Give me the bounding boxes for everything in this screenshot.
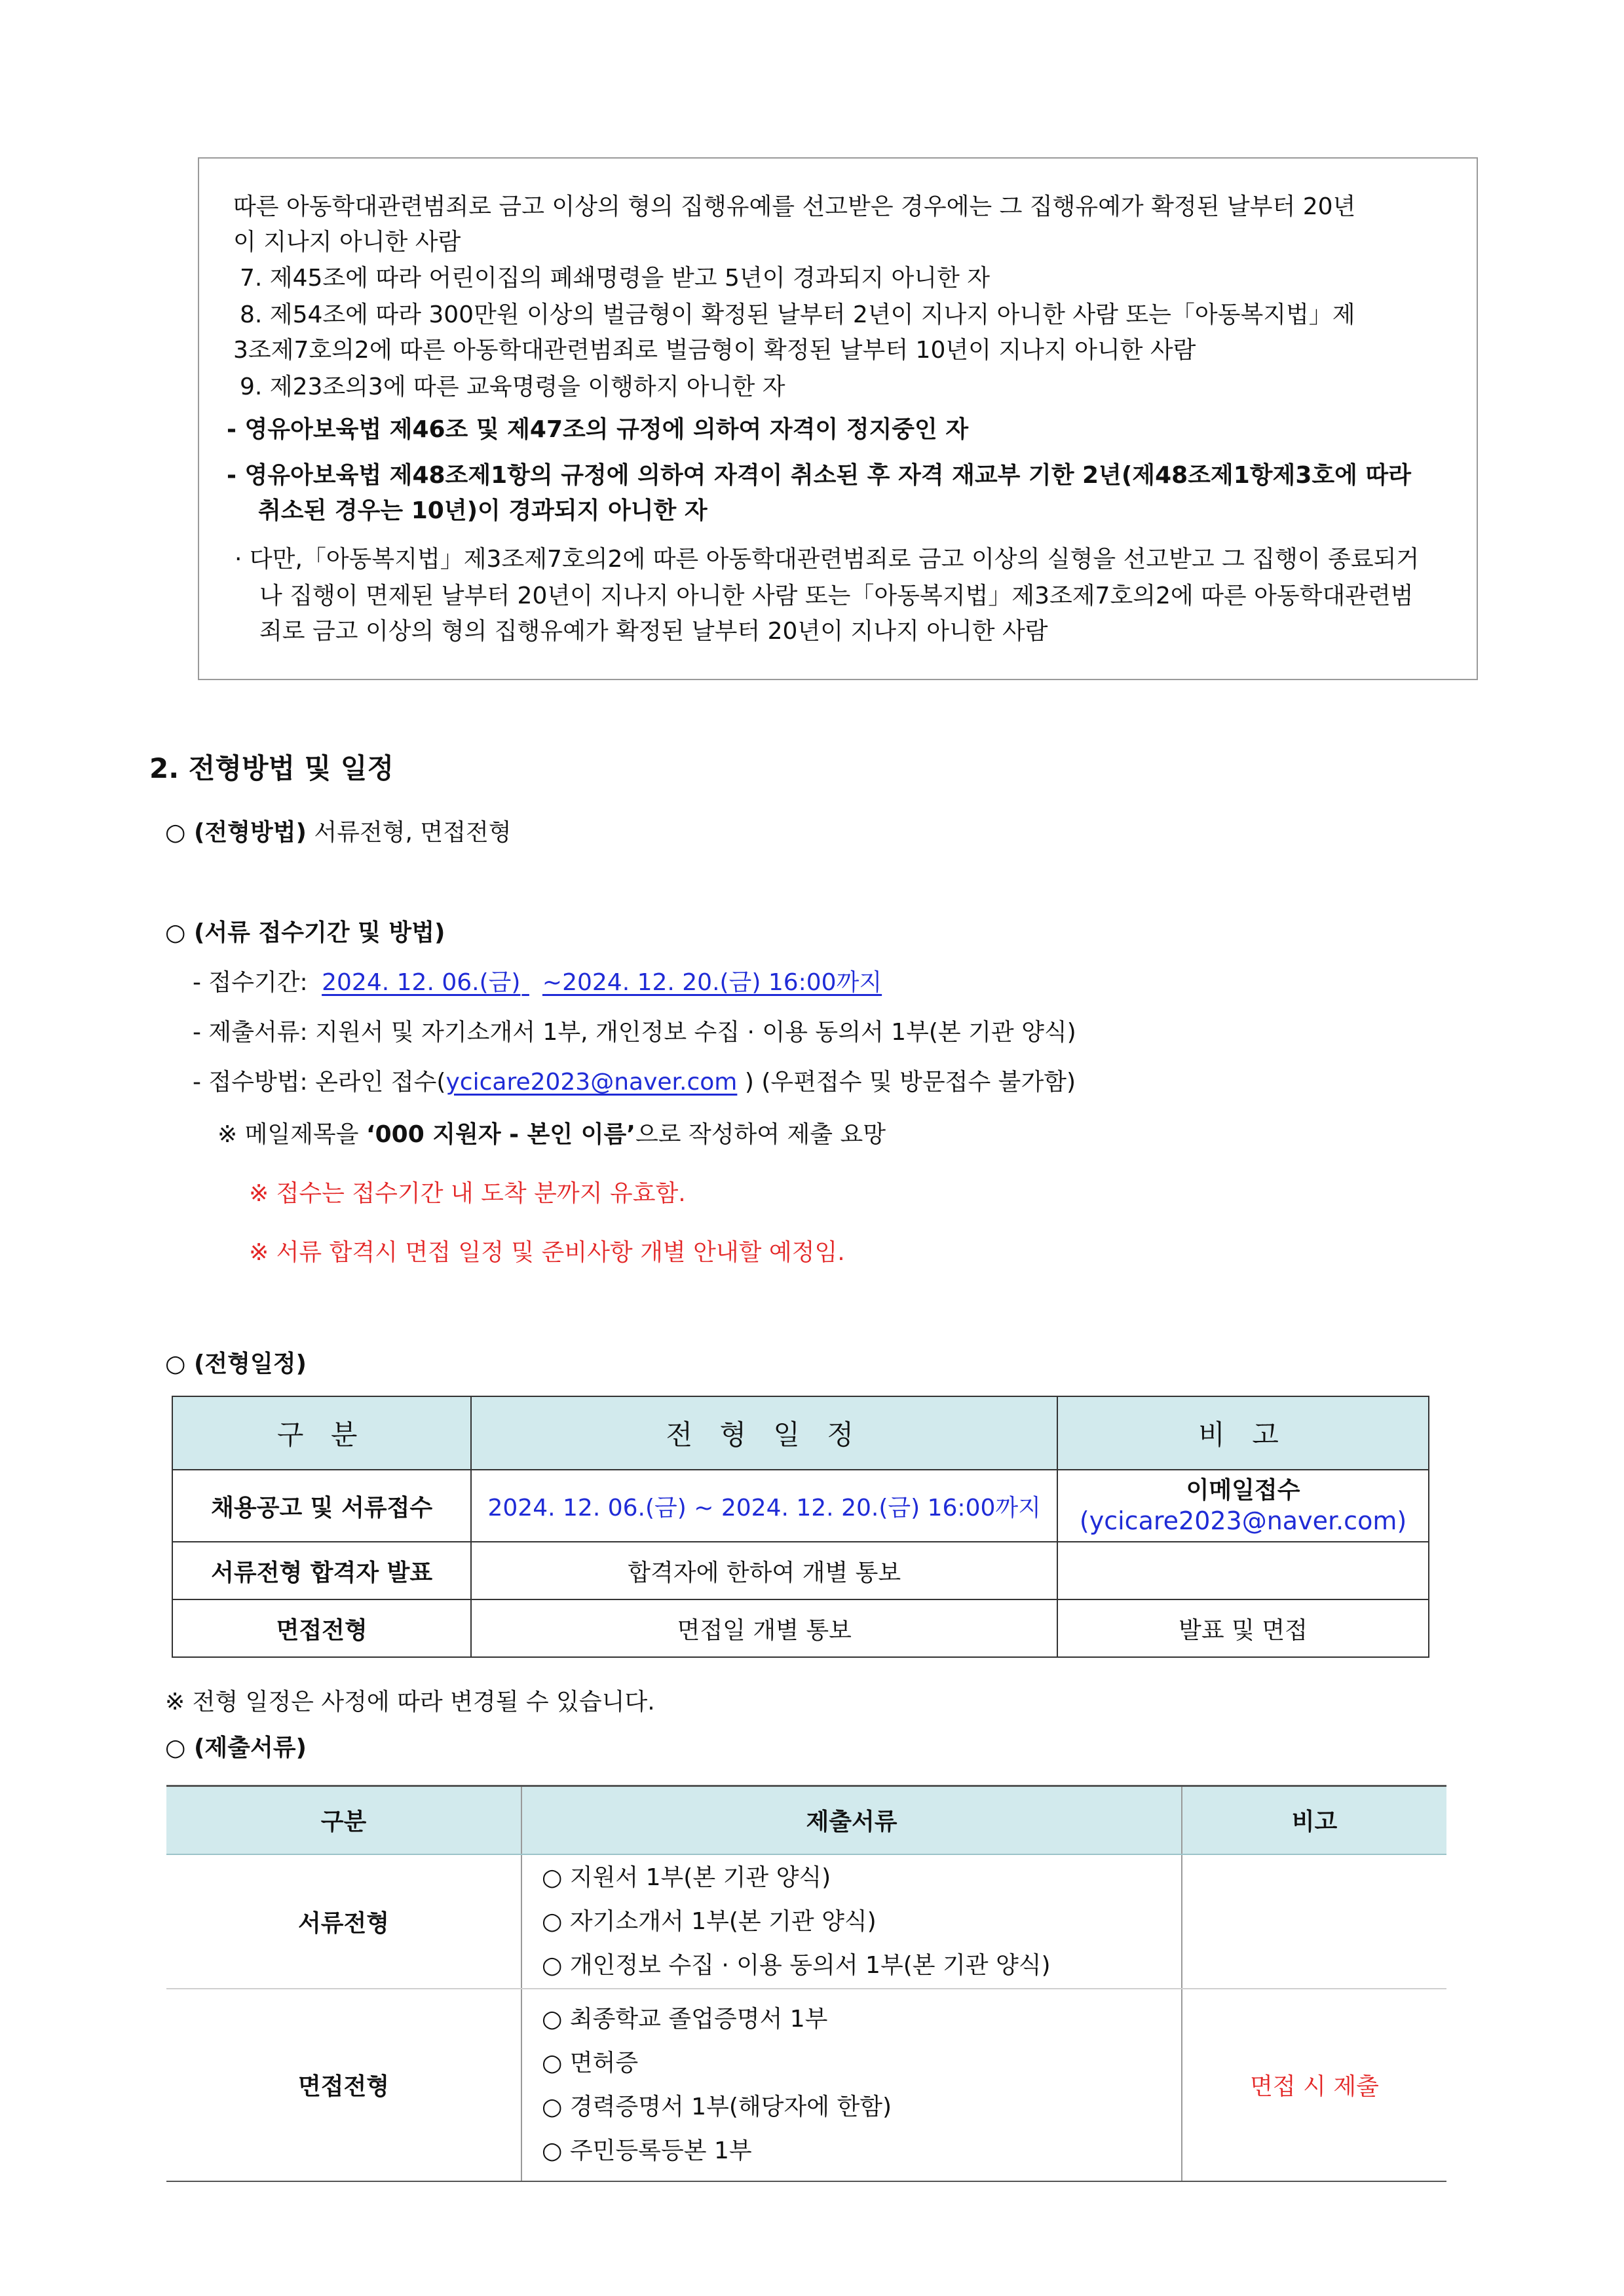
- schedule-note-line1: 이메일접수: [1186, 1477, 1300, 1504]
- documents-header-stage: 구분: [166, 1786, 521, 1854]
- documents-stage: 서류전형: [166, 1854, 521, 1989]
- method-line: [193, 1067, 1076, 1098]
- method-value: 서류전형, 면접전형: [314, 819, 512, 846]
- schedule-label: ○ (전형일정): [165, 1350, 307, 1377]
- documents-note: [1182, 1854, 1446, 1989]
- schedule-date: 2024. 12. 06.(금) ~ 2024. 12. 20.(금) 16:00까지: [471, 1470, 1057, 1542]
- documents-stage: 면접전형: [166, 1989, 521, 2181]
- method-prefix: - 접수방법: 온라인 접수(: [193, 1069, 446, 1096]
- schedule-note: [1057, 1470, 1429, 1542]
- method-suffix: ) (우편접수 및 방문접수 불가함): [744, 1069, 1076, 1096]
- method-label: ○ (전형방법): [165, 819, 307, 846]
- qual-dash-2b: 취소된 경우는 10년)이 경과되지 아니한 자: [258, 497, 708, 524]
- schedule-table: [172, 1396, 1429, 1658]
- docs-line: - 제출서류: 지원서 및 자기소개서 1부, 개인정보 수집 · 이용 동의서 1부(본 기관 양식): [193, 1019, 1076, 1046]
- schedule-stage: 면접전형: [172, 1599, 471, 1657]
- qual-note-c: 죄로 금고 이상의 형의 집행유예가 확정된 날부터 20년이 지나지 아니한 사람: [259, 618, 1048, 645]
- subject-line: [217, 1119, 886, 1151]
- list-item: ○ 개인정보 수집 · 이용 동의서 1부(본 기관 양식): [542, 1951, 1051, 1979]
- documents-items: [521, 1854, 1182, 1989]
- section-2-title: 2. 전형방법 및 일정: [149, 752, 394, 784]
- documents-table: [166, 1785, 1446, 2182]
- table-row: [172, 1599, 1429, 1657]
- list-item: ○ 경력증명서 1부(해당자에 한함): [542, 2093, 892, 2120]
- schedule-header-row: [172, 1396, 1429, 1470]
- documents-header-items: 제출서류: [521, 1786, 1182, 1854]
- schedule-note: 발표 및 면접: [1057, 1599, 1429, 1657]
- red-note-1: ※ 접수는 접수기간 내 도착 분까지 유효함.: [249, 1180, 686, 1207]
- table-row: [166, 1989, 1446, 2181]
- schedule-header-date: 전 형 일 정: [471, 1396, 1057, 1470]
- list-item: ○ 지원서 1부(본 기관 양식): [542, 1864, 831, 1891]
- red-note-2: ※ 서류 합격시 면접 일정 및 준비사항 개별 안내할 예정임.: [249, 1239, 845, 1266]
- qual-dash-1: - 영유아보육법 제46조 및 제47조의 규정에 의하여 자격이 정지중인 자: [227, 416, 969, 443]
- schedule-header-stage: 구 분: [172, 1396, 471, 1470]
- method-row: [165, 817, 512, 849]
- period-start: 2024. 12. 06.(금): [322, 969, 521, 996]
- schedule-stage: 채용공고 및 서류접수: [172, 1470, 471, 1542]
- qual-dash-2a: - 영유아보육법 제48조제1항의 규정에 의하여 자격이 취소된 후 자격 재교부 기한 2년(제48조제1항제3호에 따라: [227, 462, 1411, 489]
- period-end: ~2024. 12. 20.(금) 16:00까지: [542, 969, 882, 996]
- documents-header-note: 비고: [1182, 1786, 1446, 1854]
- schedule-date: 면접일 개별 통보: [471, 1599, 1057, 1657]
- documents-label: ○ (제출서류): [165, 1734, 307, 1761]
- schedule-footnote: ※ 전형 일정은 사정에 따라 변경될 수 있습니다.: [165, 1689, 655, 1715]
- qual-line-2: 이 지나지 아니한 사람: [233, 229, 461, 256]
- schedule-stage: 서류전형 합격자 발표: [172, 1542, 471, 1599]
- subject-suffix: 으로 작성하여 제출 요망: [635, 1121, 886, 1148]
- schedule-header-note: 비 고: [1057, 1396, 1429, 1470]
- schedule-date: 합격자에 한하여 개별 통보: [471, 1542, 1057, 1599]
- qual-line-1: 따른 아동학대관련범죄로 금고 이상의 형의 집행유예를 선고받은 경우에는 그 집행유예가 확정된 날부터 20년: [233, 193, 1356, 220]
- schedule-note-email[interactable]: (ycicare2023@naver.com): [1079, 1506, 1407, 1535]
- list-item: ○ 최종학교 졸업증명서 1부: [542, 2005, 828, 2033]
- list-item: ○ 주민등록등본 1부: [542, 2137, 752, 2164]
- schedule-note: [1057, 1542, 1429, 1599]
- qual-item-8b: 3조제7호의2에 따른 아동학대관련범죄로 벌금형이 확정된 날부터 10년이 지나지 아니한 사람: [233, 337, 1196, 364]
- period-prefix: - 접수기간:: [193, 969, 308, 996]
- list-item: ○ 자기소개서 1부(본 기관 양식): [542, 1907, 877, 1935]
- period-gap: [521, 969, 529, 996]
- period-line: [193, 967, 882, 999]
- email-link[interactable]: ycicare2023@naver.com: [445, 1069, 738, 1096]
- receipt-label: ○ (서류 접수기간 및 방법): [165, 919, 445, 946]
- table-row: [166, 1854, 1446, 1989]
- qual-item-8a: 8. 제54조에 따라 300만원 이상의 벌금형이 확정된 날부터 2년이 지나지 아니한 사람 또는「아동복지법」제: [240, 301, 1355, 328]
- documents-note: 면접 시 제출: [1182, 1989, 1446, 2181]
- qual-note-a: · 다만,「아동복지법」제3조제7호의2에 따른 아동학대관련범죄로 금고 이상의 실형을 선고받고 그 집행이 종료되거: [235, 546, 1420, 573]
- subject-prefix: ※ 메일제목을: [217, 1121, 359, 1148]
- qual-note-b: 나 집행이 면제된 날부터 20년이 지나지 아니한 사람 또는「아동복지법」제3조제7호의2에 따른 아동학대관련범: [259, 583, 1414, 609]
- table-row: [172, 1470, 1429, 1542]
- documents-items: [521, 1989, 1182, 2181]
- documents-header-row: [166, 1786, 1446, 1854]
- subject-bold: ‘000 지원자 - 본인 이름’: [366, 1121, 635, 1148]
- qual-item-9: 9. 제23조의3에 따른 교육명령을 이행하지 아니한 자: [240, 373, 785, 400]
- table-row: [172, 1542, 1429, 1599]
- qual-item-7: 7. 제45조에 따라 어린이집의 폐쇄명령을 받고 5년이 경과되지 아니한 자: [240, 265, 991, 292]
- list-item: ○ 면허증: [542, 2049, 639, 2076]
